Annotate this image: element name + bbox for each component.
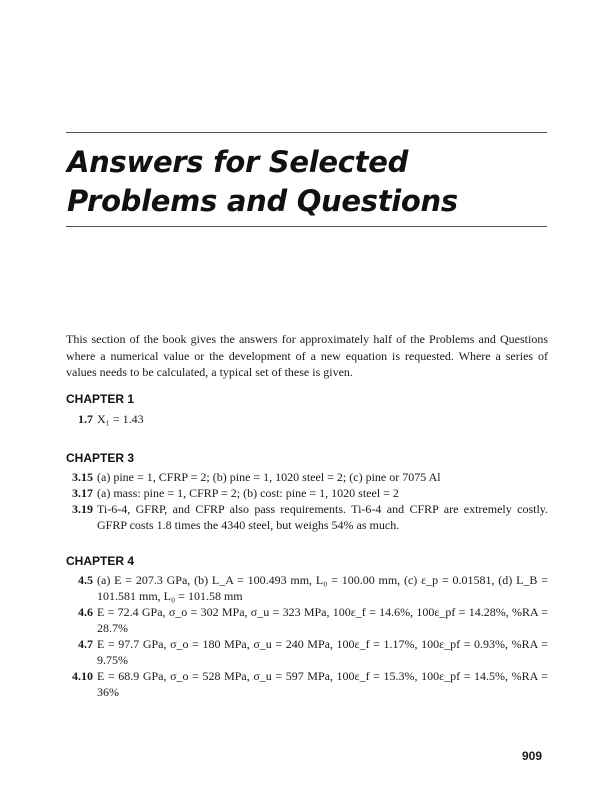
- answer-item: [66, 469, 548, 485]
- answer-text: X₁ = 1.43: [97, 412, 144, 426]
- answer-text: Ti-6-4, GFRP, and CFRP also pass requirements. Ti-6-4 and CFRP are extremely costly. GFRP costs 1.8 times the 4340 steel, but weighs 54% as much.: [97, 502, 548, 532]
- chapter-heading: CHAPTER 4: [66, 554, 135, 568]
- answer-item: [66, 572, 548, 604]
- answer-number: 1.7: [78, 412, 93, 426]
- answer-text: (a) pine = 1, CFRP = 2; (b) pine = 1, 1020 steel = 2; (c) pine or 7075 Al: [97, 470, 441, 484]
- answer-number: 4.5: [78, 573, 93, 587]
- chapter-heading: CHAPTER 3: [66, 451, 135, 465]
- answer-text: E = 97.7 GPa, σ_o = 180 MPa, σ_u = 240 MPa, 100ε_f = 1.17%, 100ε_pf = 0.93%, %RA = 9.75%: [97, 637, 548, 667]
- answer-item: [66, 485, 548, 501]
- answer-item: [66, 636, 548, 668]
- answer-item: [66, 501, 548, 533]
- answer-number: 4.7: [78, 637, 93, 651]
- answer-number: 4.10: [72, 669, 93, 683]
- answer-number: 3.15: [72, 470, 93, 484]
- answer-list: [66, 572, 548, 700]
- top-rule: [66, 132, 547, 133]
- chapter-heading: CHAPTER 1: [66, 392, 135, 406]
- page-title: Answers for Selected Problems and Questions: [67, 145, 458, 218]
- answer-text: E = 72.4 GPa, σ_o = 302 MPa, σ_u = 323 MPa, 100ε_f = 14.6%, 100ε_pf = 14.28%, %RA = 28.7%: [97, 605, 548, 635]
- answer-text: (a) E = 207.3 GPa, (b) L_A = 100.493 mm, L₀ = 100.00 mm, (c) ε_p = 0.01581, (d) L_B = 101.581 mm, L₀ = 101.58 mm: [97, 573, 548, 603]
- answer-item: [66, 604, 548, 636]
- answer-number: 3.19: [72, 502, 93, 516]
- answer-list: [66, 469, 548, 533]
- intro-paragraph: This section of the book gives the answers for approximately half of the Problems and Questions where a numerical value or the development of a new equation is requested. Where a series of values needs to be calculated, a typical set of these is given.: [66, 332, 548, 379]
- page-number: 909: [522, 749, 543, 763]
- answer-number: 4.6: [78, 605, 93, 619]
- answer-item: [66, 668, 548, 700]
- answer-text: (a) mass: pine = 1, CFRP = 2; (b) cost: pine = 1, 1020 steel = 2: [97, 486, 399, 500]
- answer-text: E = 68.9 GPa, σ_o = 528 MPa, σ_u = 597 MPa, 100ε_f = 15.3%, 100ε_pf = 14.5%, %RA = 36%: [97, 669, 548, 699]
- bottom-rule: [66, 226, 547, 227]
- answer-number: 3.17: [72, 486, 93, 500]
- answer-list: [66, 411, 548, 427]
- answer-item: [66, 411, 548, 427]
